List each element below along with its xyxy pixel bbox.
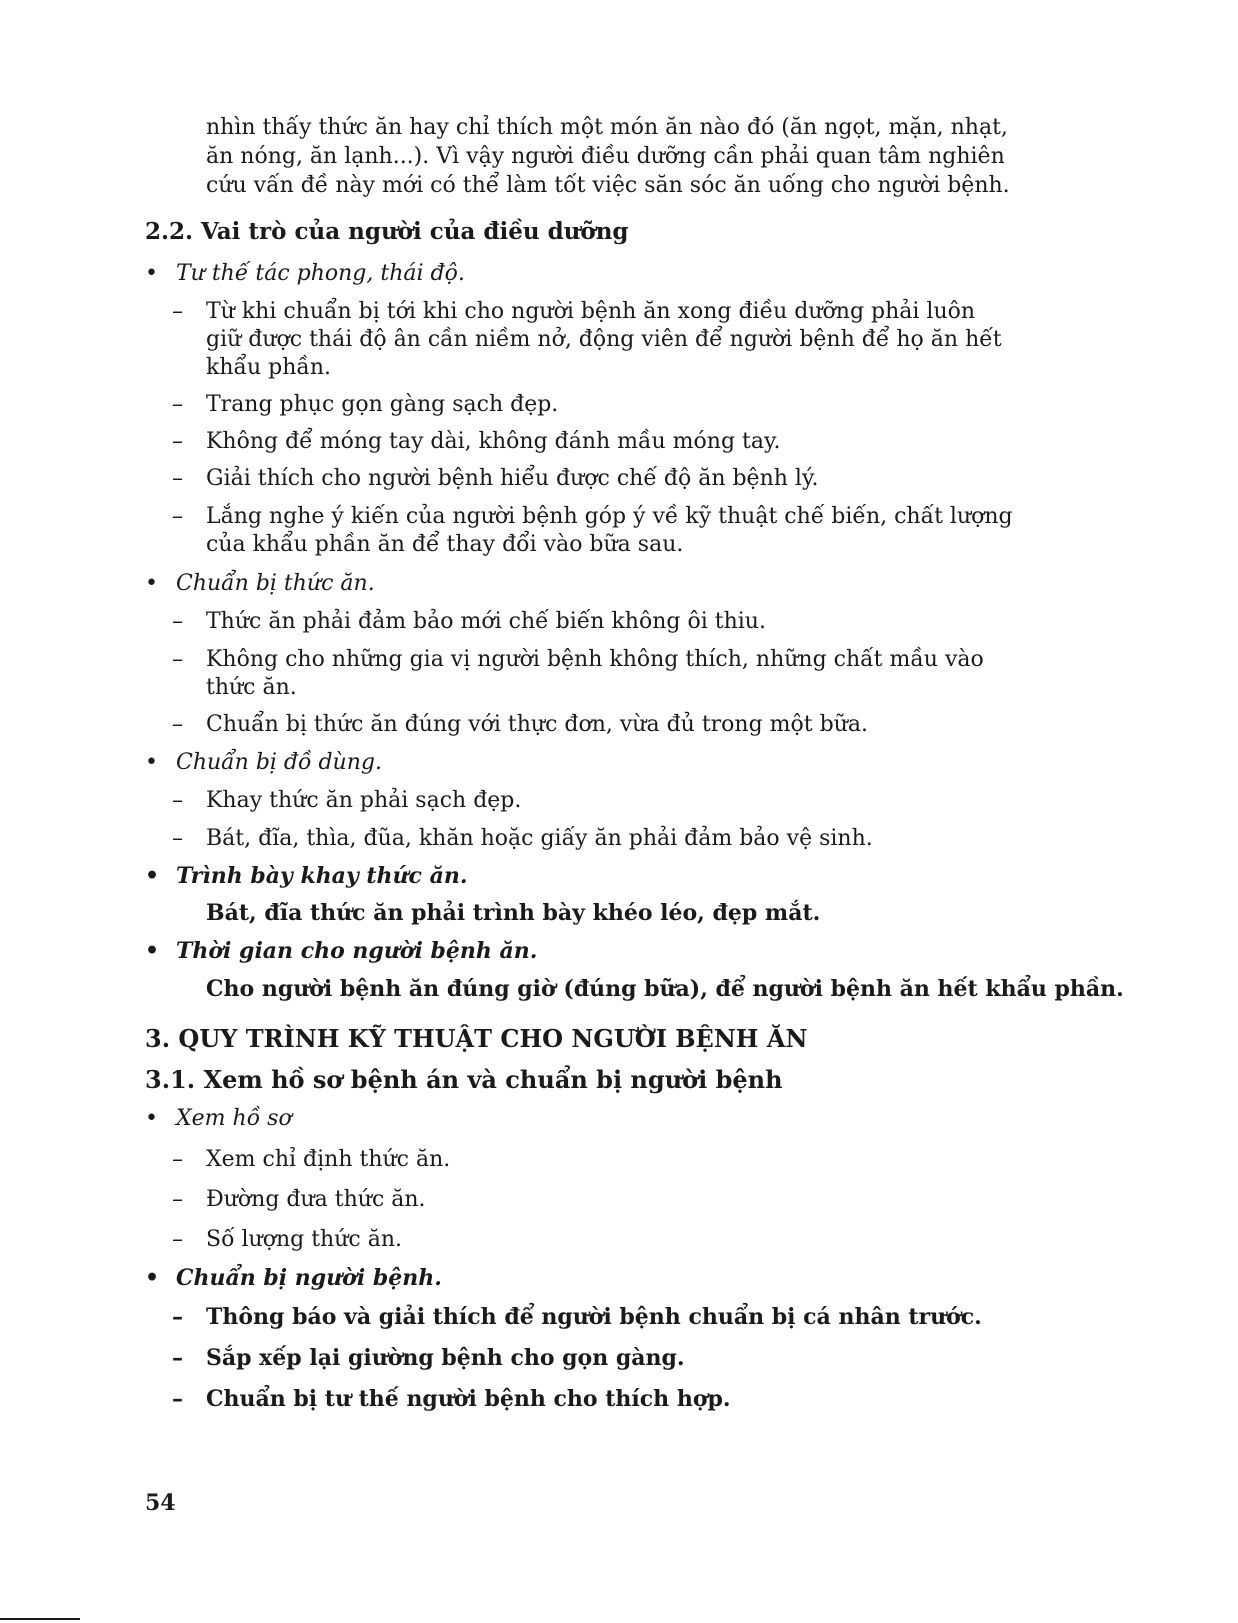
list-item-continuation: của khẩu phần ăn để thay đổi vào bữa sau. bbox=[206, 532, 684, 557]
list-item bbox=[172, 787, 521, 815]
list-item bbox=[172, 1186, 426, 1214]
list-item-text: Số lượng thức ăn. bbox=[206, 1227, 402, 1252]
bullet-icon: • bbox=[145, 571, 158, 596]
bullet-title: Xem hồ sơ bbox=[176, 1106, 292, 1131]
intro-line-1: nhìn thấy thức ăn hay chỉ thích một món ăn nào đó (ăn ngọt, mặn, nhạt, bbox=[206, 115, 1008, 140]
bullet-icon: • bbox=[145, 938, 160, 964]
dash-icon: – bbox=[172, 466, 183, 491]
dash-icon: – bbox=[172, 1345, 183, 1371]
list-item-text: Sắp xếp lại giường bệnh cho gọn gàng. bbox=[206, 1345, 685, 1371]
dash-icon: – bbox=[172, 1227, 183, 1252]
list-item bbox=[172, 608, 766, 636]
bullet-title: Chuẩn bị thức ăn. bbox=[176, 571, 375, 596]
intro-line-2: ăn nóng, ăn lạnh...). Vì vậy người điều dưỡng cần phải quan tâm nghiên bbox=[206, 144, 1005, 169]
bullet-title: Chuẩn bị người bệnh. bbox=[176, 1265, 442, 1291]
dash-icon: – bbox=[172, 504, 183, 529]
list-item bbox=[172, 1344, 685, 1372]
list-item-text: Giải thích cho người bệnh hiểu được chế độ ăn bệnh lý. bbox=[206, 466, 819, 491]
list-item-text: Thức ăn phải đảm bảo mới chế biến không ôi thiu. bbox=[206, 609, 766, 634]
list-item-continuation: giữ được thái độ ân cần niềm nở, động viên để người bệnh để họ ăn hết bbox=[206, 327, 1002, 352]
dash-icon: – bbox=[172, 1386, 183, 1412]
dash-icon: – bbox=[172, 712, 183, 737]
list-item-text: Chuẩn bị tư thế người bệnh cho thích hợp. bbox=[206, 1386, 731, 1412]
dash-icon: – bbox=[172, 299, 183, 324]
bullet-title: Tư thế tác phong, thái độ. bbox=[176, 261, 465, 286]
section-3-heading: 3. QUY TRÌNH KỸ THUẬT CHO NGƯỜI BỆNH ĂN bbox=[145, 1024, 808, 1053]
intro-line-3: cứu vấn đề này mới có thể làm tốt việc săn sóc ăn uống cho người bệnh. bbox=[206, 173, 1010, 198]
list-item-text: Khay thức ăn phải sạch đẹp. bbox=[206, 788, 522, 813]
bullet-item bbox=[145, 749, 382, 777]
bullet-icon: • bbox=[145, 1106, 158, 1131]
dash-icon: – bbox=[172, 429, 183, 454]
dash-icon: – bbox=[172, 826, 183, 851]
dash-icon: – bbox=[172, 1304, 183, 1330]
bullet-text: Cho người bệnh ăn đúng giờ (đúng bữa), để người bệnh ăn hết khẩu phần. bbox=[206, 976, 1124, 1002]
bullet-title: Chuẩn bị đồ dùng. bbox=[176, 750, 382, 775]
list-item-text: Đường đưa thức ăn. bbox=[206, 1187, 426, 1212]
list-item bbox=[172, 465, 818, 493]
list-item bbox=[172, 503, 1013, 531]
list-item bbox=[172, 1303, 982, 1331]
section-3-1-heading: 3.1. Xem hồ sơ bệnh án và chuẩn bị người bệnh bbox=[145, 1065, 783, 1094]
list-item-text: Trang phục gọn gàng sạch đẹp. bbox=[206, 392, 559, 417]
bullet-icon: • bbox=[145, 1265, 160, 1291]
bullet-item bbox=[145, 260, 465, 288]
list-item bbox=[172, 298, 975, 326]
list-item-text: Không để móng tay dài, không đánh mầu móng tay. bbox=[206, 429, 781, 454]
bullet-title: Trình bày khay thức ăn. bbox=[176, 863, 468, 889]
list-item bbox=[172, 1146, 450, 1174]
list-item-text: Chuẩn bị thức ăn đúng với thực đơn, vừa đủ trong một bữa. bbox=[206, 712, 868, 737]
list-item bbox=[172, 1385, 731, 1413]
list-item-text: Bát, đĩa, thìa, đũa, khăn hoặc giấy ăn phải đảm bảo vệ sinh. bbox=[206, 826, 873, 851]
bullet-item bbox=[145, 1105, 292, 1133]
list-item-text: Thông báo và giải thích để người bệnh chuẩn bị cá nhân trước. bbox=[206, 1304, 982, 1330]
list-item-continuation: thức ăn. bbox=[206, 675, 297, 700]
section-2-2-heading: 2.2. Vai trò của người của điều dưỡng bbox=[145, 218, 629, 245]
list-item bbox=[172, 711, 868, 739]
list-item-continuation: khẩu phần. bbox=[206, 355, 332, 380]
bullet-item bbox=[145, 1264, 442, 1292]
bullet-icon: • bbox=[145, 750, 158, 775]
dash-icon: – bbox=[172, 609, 183, 634]
dash-icon: – bbox=[172, 1147, 183, 1172]
page-number: 54 bbox=[145, 1490, 176, 1516]
list-item-text: Không cho những gia vị người bệnh không thích, những chất mầu vào bbox=[206, 647, 984, 672]
bullet-icon: • bbox=[145, 261, 158, 286]
bottom-rule bbox=[0, 1618, 80, 1620]
dash-icon: – bbox=[172, 392, 183, 417]
bullet-icon: • bbox=[145, 863, 160, 889]
bullet-title: Thời gian cho người bệnh ăn. bbox=[176, 938, 538, 964]
dash-icon: – bbox=[172, 647, 183, 672]
list-item-text: Xem chỉ định thức ăn. bbox=[206, 1147, 451, 1172]
dash-icon: – bbox=[172, 788, 183, 813]
list-item-text: Từ khi chuẩn bị tới khi cho người bệnh ăn xong điều dưỡng phải luôn bbox=[206, 299, 976, 324]
list-item bbox=[172, 825, 873, 853]
bullet-text: Bát, đĩa thức ăn phải trình bày khéo léo, đẹp mắt. bbox=[206, 900, 821, 926]
list-item bbox=[172, 391, 558, 419]
bullet-item bbox=[145, 570, 375, 598]
dash-icon: – bbox=[172, 1187, 183, 1212]
bullet-item bbox=[145, 937, 537, 965]
bullet-item bbox=[145, 862, 468, 890]
list-item-text: Lắng nghe ý kiến của người bệnh góp ý về kỹ thuật chế biến, chất lượng bbox=[206, 504, 1013, 529]
list-item bbox=[172, 1226, 402, 1254]
list-item bbox=[172, 428, 781, 456]
list-item bbox=[172, 646, 984, 674]
